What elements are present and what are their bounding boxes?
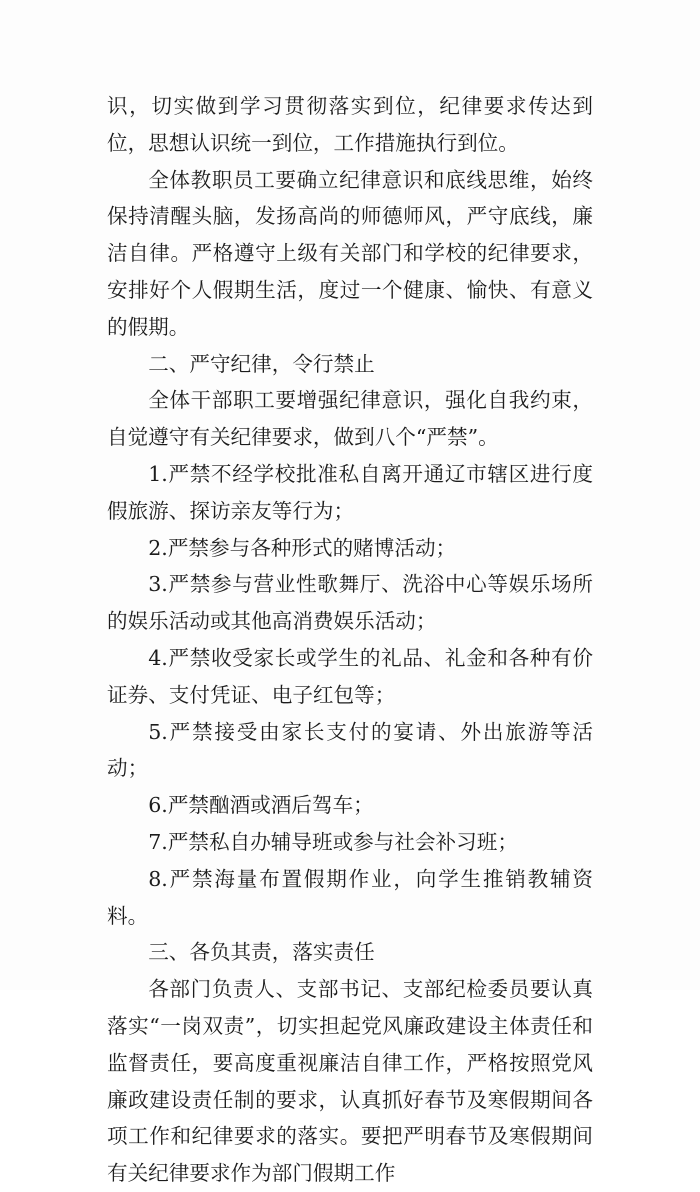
prohibition-item-4: 4.严禁收受家长或学生的礼品、礼金和各种有价证券、支付凭证、电子红包等；: [107, 645, 593, 707]
document-body: [107, 88, 593, 1192]
prohibition-item-6: 6.严禁酗酒或酒后驾车；: [148, 793, 374, 818]
paragraph-discipline-awareness: 全体教职员工要确立纪律意识和底线思维，始终保持清醒头脑，发扬高尚的师德师风，严守底线，廉洁自律。严格遵守上级有关部门和学校的纪律要求，安排好个人假期生活，度过一个健康、愉快、有意义的假期。: [107, 167, 593, 339]
paragraph-responsibilities: 各部门负责人、支部书记、支部纪检委员要认真落实“一岗双责”，切实担起党风廉政建设主体责任和监督责任，要高度重视廉洁自律工作，严格按照党风廉政建设责任制的要求，认真抓好春节及寒假期间各项工作和纪律要求的落实。要把严明春节及寒假期间有关纪律要求作为部门假期工作: [107, 977, 593, 1186]
prohibition-item-8: 8.严禁海量布置假期作业，向学生推销教辅资料。: [107, 866, 593, 928]
prohibition-item-7: 7.严禁私自办辅导班或参与社会补习班；: [148, 829, 518, 854]
prohibition-item-2: 2.严禁参与各种形式的赌博活动；: [148, 535, 457, 560]
paragraph-eight-prohibitions-intro: 全体干部职工要增强纪律意识，强化自我约束，自觉遵守有关纪律要求，做到八个“严禁”。: [107, 388, 593, 450]
section-heading-3: 三、各负其责，落实责任: [148, 940, 375, 965]
section-heading-2: 二、严守纪律，令行禁止: [148, 351, 375, 376]
prohibition-item-5: 5.严禁接受由家长支付的宴请、外出旅游等活动；: [107, 719, 593, 781]
prohibition-item-3: 3.严禁参与营业性歌舞厅、洗浴中心等娱乐场所的娱乐活动或其他高消费娱乐活动；: [107, 572, 593, 634]
prohibition-item-1: 1.严禁不经学校批准私自离开通辽市辖区进行度假旅游、探访亲友等行为；: [107, 461, 593, 523]
paragraph-continuation: 识，切实做到学习贯彻落实到位，纪律要求传达到位，思想认识统一到位，工作措施执行到位。: [107, 94, 593, 155]
